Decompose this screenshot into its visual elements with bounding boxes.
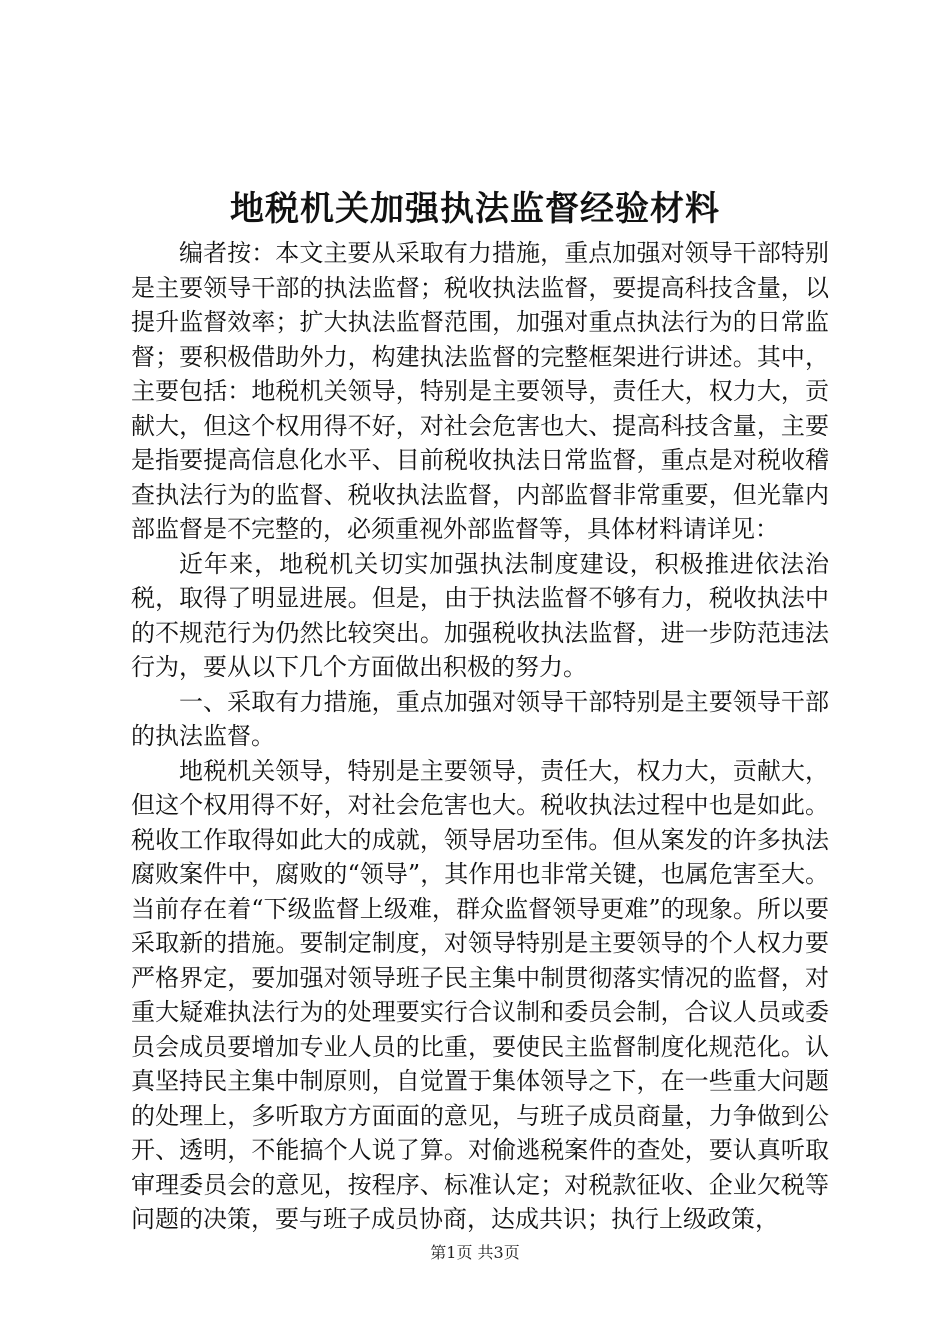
paragraph-intro: 近年来，地税机关切实加强执法制度建设，积极推进依法治税，取得了明显进展。但是，由于执法监督不够有力，税收执法中的不规范行为仍然比较突出。加强税收执法监督，进一步防范违法行为，要从以下几个方面做出积极的努力。	[131, 549, 829, 681]
page-footer: 第1页 共3页	[430, 1243, 520, 1262]
paragraph-editor-note: 编者按：本文主要从采取有力措施，重点加强对领导干部特别是主要领导干部的执法监督；税收执法监督，要提高科技含量，以提升监督效率；扩大执法监督范围，加强对重点执法行为的日常监督；要积极借助外力，构建执法监督的完整框架进行讲述。其中，主要包括：地税机关领导，特别是主要领导，责任大，权力大，贡献大，但这个权用得不好，对社会危害也大、提高科技含量，主要是指要提高信息化水平、目前税收执法日常监督，重点是对税收稽查执法行为的监督、税收执法监督，内部监督非常重要，但光靠内部监督是不完整的，必须重视外部监督等，具体材料请详见：	[131, 239, 829, 543]
paragraph-section-body: 地税机关领导，特别是主要领导，责任大，权力大，贡献大，但这个权用得不好，对社会危害也大。税收执法过程中也是如此。税收工作取得如此大的成就，领导居功至伟。但从案发的许多执法腐败案件中，腐败的“领导”，其作用也非常关键，也属危害至大。当前存在着“下级监督上级难，群众监督领导更难”的现象。所以要采取新的措施。要制定制度，对领导特别是主要领导的个人权力要严格界定，要加强对领导班子民主集中制贯彻落实情况的监督，对重大疑难执法行为的处理要实行合议制和委员会制，合议人员或委员会成员要增加专业人员的比重，要使民主监督制度化规范化。认真坚持民主集中制原则，自觉置于集体领导之下，在一些重大问题的处理上，多听取方方面面的意见，与班子成员商量，力争做到公开、透明，不能搞个人说了算。对偷逃税案件的查处，要认真听取审理委员会的意见，按程序、标准认定；对税款征收、企业欠税等问题的决策，要与班子成员协商，达成共识；执行上级政策，	[131, 756, 829, 1233]
document-title: 地税机关加强执法监督经验材料	[230, 189, 720, 229]
document-body	[131, 236, 829, 1237]
paragraph-section-heading: 一、采取有力措施，重点加强对领导干部特别是主要领导干部的执法监督。	[131, 687, 829, 750]
